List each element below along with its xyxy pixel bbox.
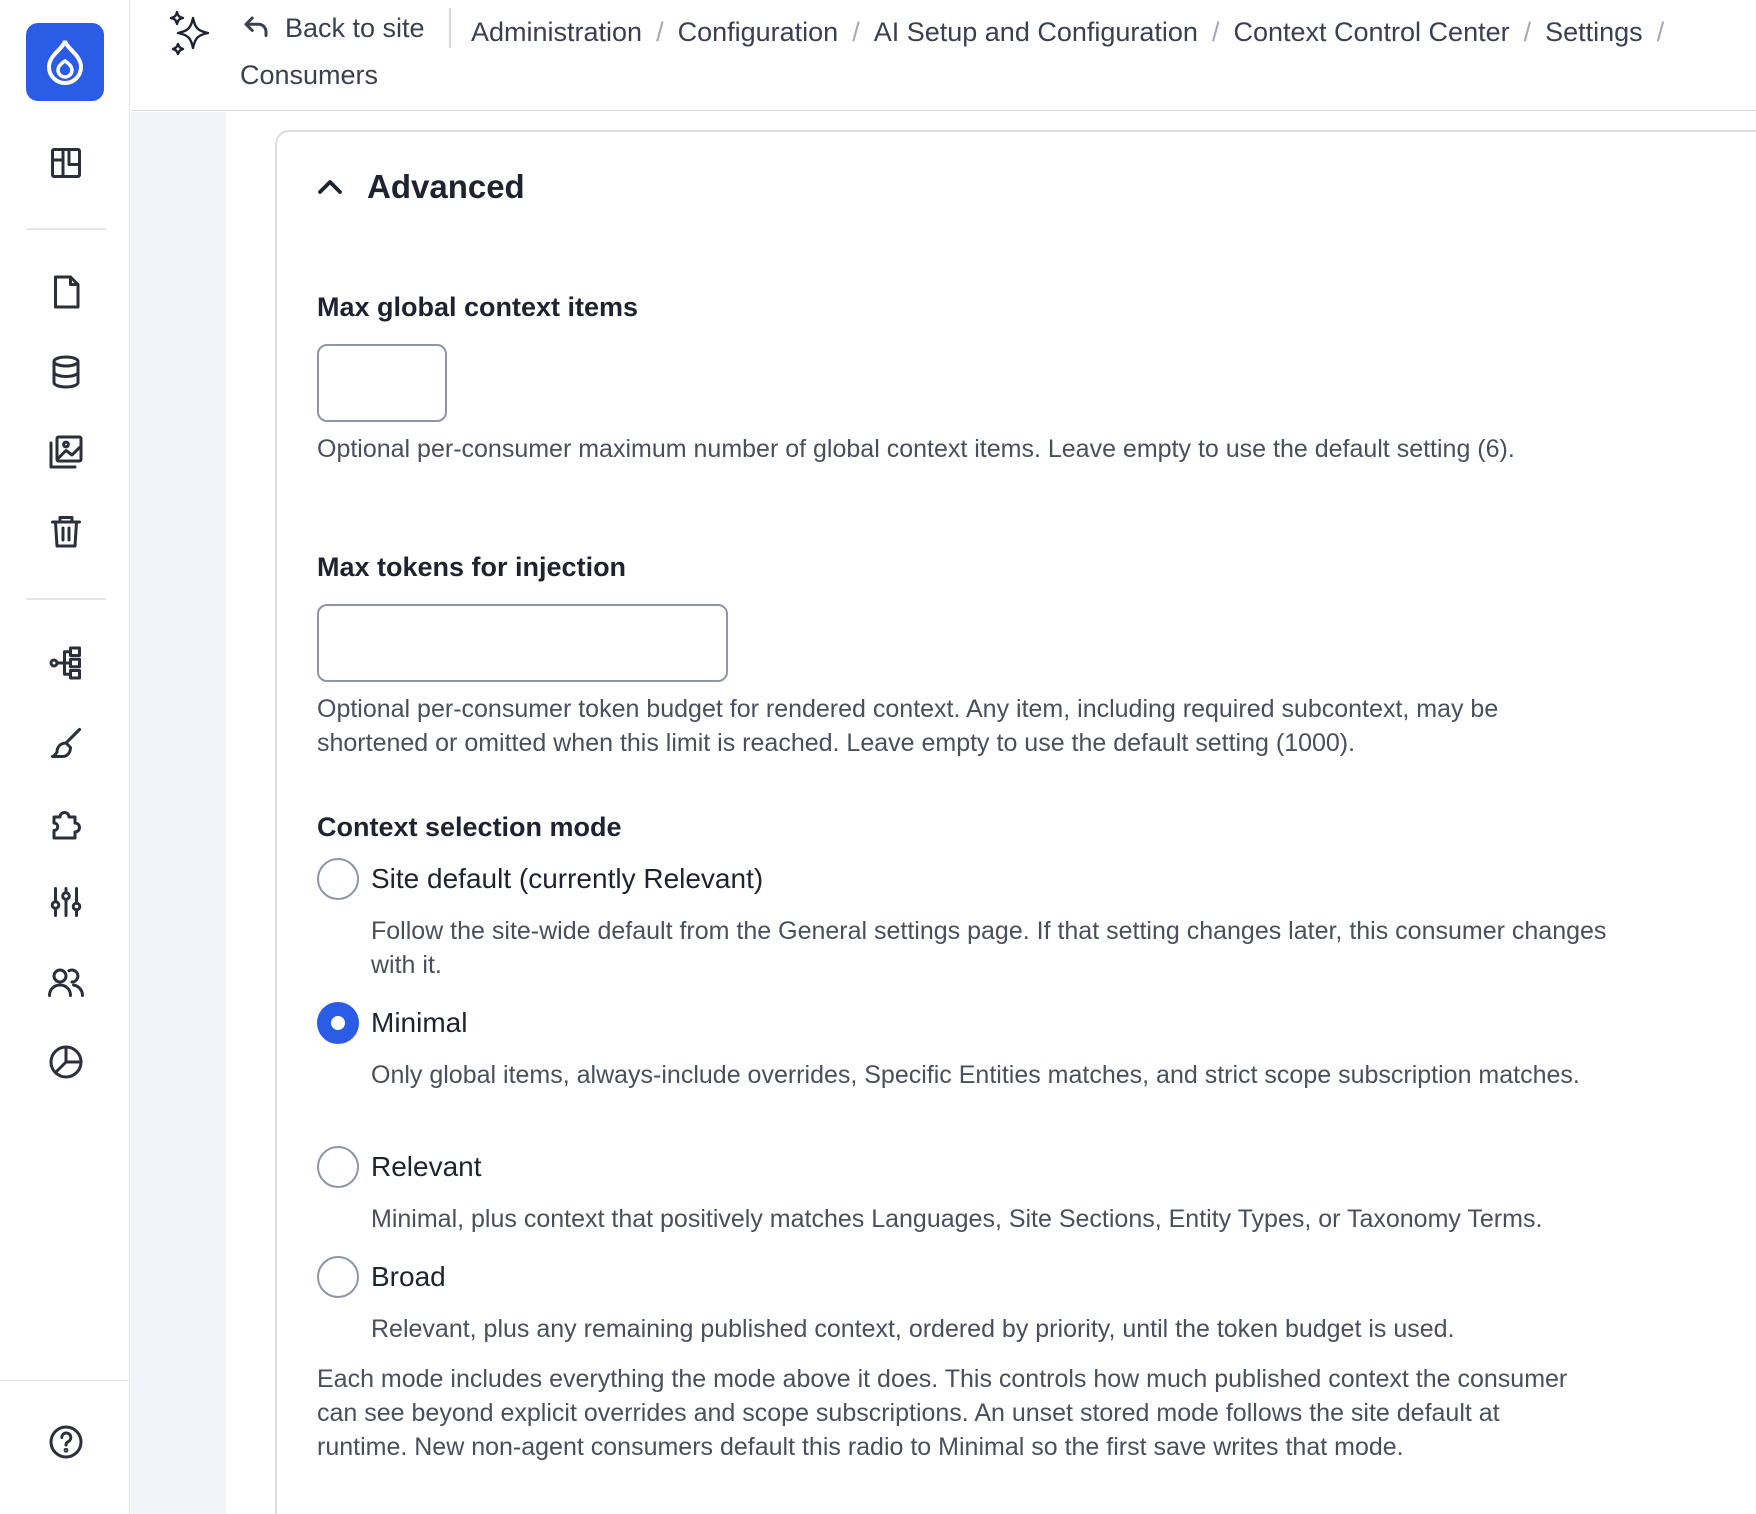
max-tokens-label: Max tokens for injection bbox=[317, 552, 627, 582]
breadcrumb-ai-setup[interactable]: AI Setup and Configuration bbox=[873, 17, 1198, 47]
breadcrumb-separator: / bbox=[1656, 17, 1665, 47]
advanced-title: Advanced bbox=[367, 168, 525, 205]
max-global-label: Max global context items bbox=[317, 292, 639, 322]
reports-icon[interactable] bbox=[46, 1042, 86, 1082]
radio-broad-description: Relevant, plus any remaining published context, ordered by priority, until the token budget is used. bbox=[371, 1315, 1455, 1343]
advanced-details-panel bbox=[275, 130, 1756, 1514]
main-content bbox=[226, 112, 1756, 1514]
radio-button[interactable] bbox=[317, 1256, 359, 1298]
max-global-description: Optional per-consumer maximum number of global context items. Leave empty to use the default setting (6). bbox=[317, 435, 1515, 463]
dashboard-icon[interactable] bbox=[46, 143, 86, 183]
ai-sparkle-icon[interactable] bbox=[165, 8, 215, 58]
trash-icon[interactable] bbox=[46, 511, 86, 551]
radio-button[interactable] bbox=[317, 858, 359, 900]
content-gutter bbox=[131, 112, 226, 1514]
radio-relevant[interactable] bbox=[317, 1146, 482, 1188]
back-to-site-label: Back to site bbox=[285, 12, 425, 43]
radio-relevant-description: Minimal, plus context that positively matches Languages, Site Sections, Entity Types, or Taxonomy Terms. bbox=[371, 1205, 1543, 1233]
breadcrumb-separator: / bbox=[1211, 17, 1220, 47]
radio-label: Relevant bbox=[371, 1151, 482, 1182]
appearance-icon[interactable] bbox=[46, 723, 86, 763]
breadcrumb-administration[interactable]: Administration bbox=[471, 17, 643, 47]
selection-mode-help: Each mode includes everything the mode above it does. This controls how much published context the consumer can see beyond explicit overrides and scope subscriptions. An unset stored mode follows the site default at runtime. New non-agent consumers default this radio to Minimal so the first save writes that mode. bbox=[317, 1365, 1568, 1461]
radio-site-default-description: Follow the site-wide default from the General settings page. If that setting changes later, this consumer changes with it. bbox=[371, 917, 1607, 979]
breadcrumb bbox=[471, 6, 1756, 58]
sidebar-footer-divider bbox=[0, 1380, 130, 1381]
top-toolbar bbox=[131, 0, 1756, 111]
drupal-logo-icon[interactable] bbox=[26, 23, 104, 101]
max-tokens-description: Optional per-consumer token budget for rendered context. Any item, including required subcontext, may be shortened or omitted when this limit is reached. Leave empty to use the default setting (1000). bbox=[317, 695, 1499, 757]
chevron-up-icon bbox=[315, 172, 345, 202]
radio-site-default[interactable] bbox=[317, 858, 763, 900]
max-global-input[interactable] bbox=[317, 344, 447, 422]
radio-label: Site default (currently Relevant) bbox=[371, 863, 764, 894]
back-to-site-link[interactable] bbox=[241, 10, 425, 46]
breadcrumb-configuration[interactable]: Configuration bbox=[677, 17, 839, 47]
extend-icon[interactable] bbox=[46, 803, 86, 843]
radio-minimal-description: Only global items, always-include overrides, Specific Entities matches, and strict scope subscription matches. bbox=[371, 1061, 1580, 1089]
advanced-toggle[interactable] bbox=[315, 168, 525, 206]
breadcrumb-separator: / bbox=[656, 17, 664, 47]
radio-minimal[interactable] bbox=[317, 1002, 467, 1044]
structure-icon[interactable] bbox=[46, 643, 86, 683]
admin-sidebar bbox=[0, 0, 130, 1514]
selection-mode-label: Context selection mode bbox=[317, 812, 622, 842]
help-icon[interactable] bbox=[46, 1422, 86, 1462]
radio-button-checked[interactable] bbox=[317, 1002, 359, 1044]
radio-label: Broad bbox=[371, 1261, 446, 1292]
breadcrumb-current-page: Consumers bbox=[240, 60, 379, 90]
radio-button[interactable] bbox=[317, 1146, 359, 1188]
radio-label: Minimal bbox=[371, 1007, 468, 1038]
breadcrumb-separator: / bbox=[852, 17, 860, 47]
back-arrow-icon bbox=[241, 13, 271, 43]
database-icon[interactable] bbox=[46, 352, 86, 392]
media-icon[interactable] bbox=[46, 432, 86, 472]
radio-broad[interactable] bbox=[317, 1256, 446, 1298]
people-icon[interactable] bbox=[46, 962, 86, 1002]
breadcrumb-context-control-center[interactable]: Context Control Center bbox=[1233, 17, 1510, 47]
configuration-icon[interactable] bbox=[46, 882, 86, 922]
content-icon[interactable] bbox=[46, 272, 86, 312]
sidebar-divider bbox=[26, 228, 106, 230]
toolbar-separator bbox=[449, 8, 451, 48]
sidebar-divider bbox=[26, 598, 106, 600]
max-tokens-input[interactable] bbox=[317, 604, 728, 682]
breadcrumb-separator: / bbox=[1523, 17, 1532, 47]
breadcrumb-settings[interactable]: Settings bbox=[1545, 17, 1643, 47]
